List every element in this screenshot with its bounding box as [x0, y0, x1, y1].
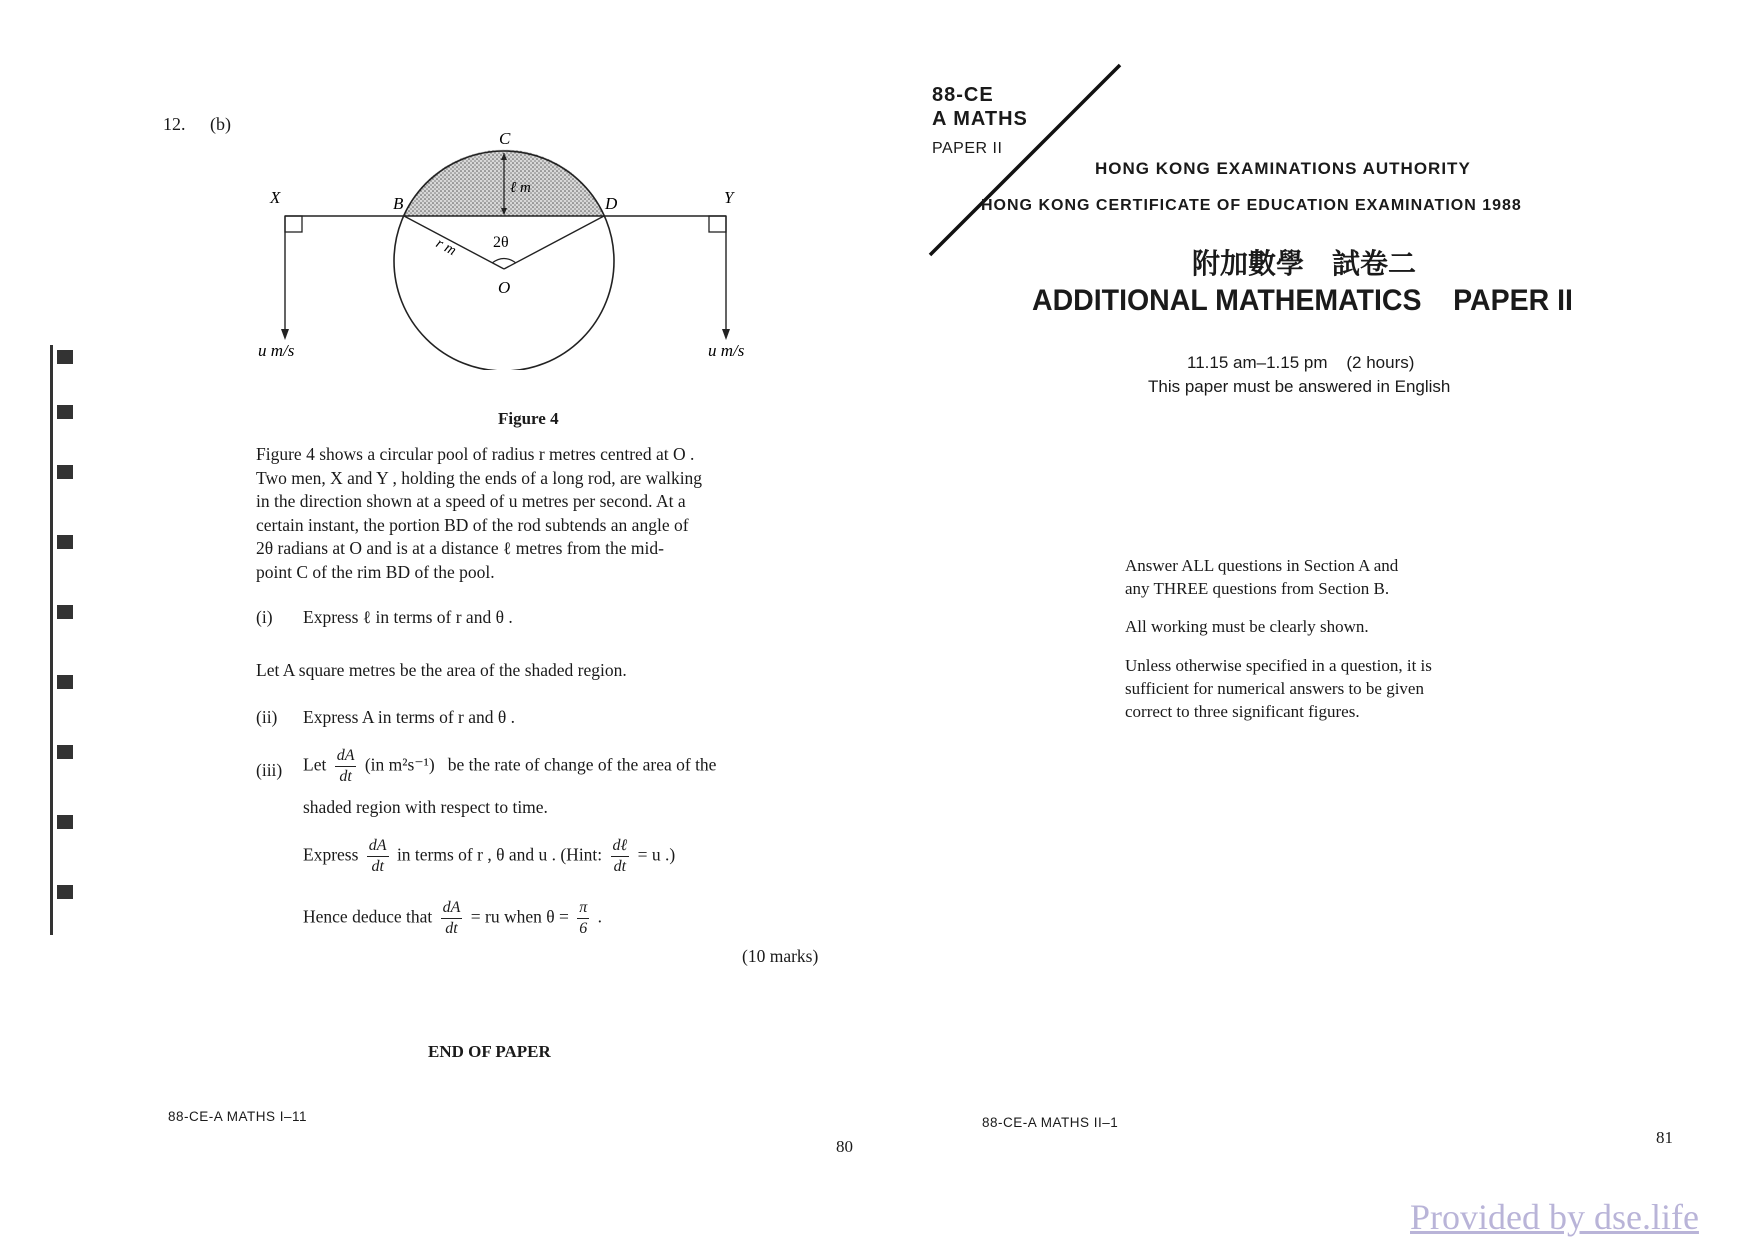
exam-time: 11.15 am–1.15 pm (2 hours): [1187, 353, 1415, 372]
label-o: O: [498, 278, 511, 297]
part-iii-number: (iii): [256, 760, 283, 780]
paper-code-line3: PAPER II: [932, 140, 1003, 157]
figure-caption: Figure 4: [498, 409, 559, 428]
paragraph-line: 2θ radians at O and is at a distance ℓ metres from the mid-: [256, 538, 664, 558]
label-x: X: [270, 188, 281, 207]
right-footer-code: 88-CE-A MATHS II–1: [982, 1115, 1119, 1130]
instruction-1: Answer ALL questions in Section A and any THREE questions from Section B.: [1125, 556, 1399, 598]
right-page-number: 81: [1656, 1128, 1673, 1147]
part-iii-line2: shaded region with respect to time.: [303, 797, 548, 817]
figure-4-diagram: [240, 130, 800, 370]
paragraph-line: in the direction shown at a speed of u metres per second. At a: [256, 491, 686, 511]
instruction-3: Unless otherwise specified in a question, it is sufficient for numerical answers to be given correct to three significant figures.: [1125, 656, 1432, 721]
label-c: C: [499, 130, 511, 148]
part-i-number: (i): [256, 607, 273, 627]
label-angle: 2θ: [493, 234, 509, 251]
paragraph-line: Two men, X and Y , holding the ends of a long rod, are walking: [256, 467, 703, 488]
exam-title: HONG KONG CERTIFICATE OF EDUCATION EXAMINATION 1988: [981, 197, 1522, 214]
label-r: r m: [433, 235, 459, 260]
label-l: ℓ m: [510, 180, 531, 196]
instruction-2: All working must be clearly shown.: [1125, 617, 1369, 636]
part-iii-hence: Hence deduce that $\frac{dA}{dt}$ = ru when θ = $\frac{\pi}{6}$ .: [303, 899, 603, 937]
left-footer-code: 88-CE-A MATHS I–11: [168, 1109, 308, 1124]
label-speed-right: u m/s: [708, 341, 745, 360]
part-iii-line1: Let $\frac{dA}{dt}$ (in m²s⁻¹) be the rate of change of the area of the: [303, 747, 717, 785]
part-i-text: Express ℓ in terms of r and θ .: [303, 607, 513, 627]
watermark-link[interactable]: Provided by dse.life: [1410, 1197, 1699, 1237]
paper-code-line2: A MATHS: [932, 108, 1028, 130]
label-b: B: [393, 194, 404, 213]
paragraph-line: certain instant, the portion BD of the rod subtends an angle of: [256, 514, 689, 535]
paper-title: ADDITIONAL MATHEMATICS PAPER II: [1032, 284, 1573, 317]
arrow-down-icon: [281, 329, 289, 340]
label-d: D: [605, 194, 618, 213]
part-ii-text: Express A in terms of r and θ .: [303, 707, 516, 727]
left-page-number: 80: [836, 1137, 853, 1156]
chinese-title: 附加數學 試卷二: [1192, 247, 1417, 280]
authority-title: HONG KONG EXAMINATIONS AUTHORITY: [1095, 159, 1471, 178]
marks-label: (10 marks): [742, 946, 819, 966]
label-y: Y: [724, 188, 734, 207]
question-paragraph: [256, 443, 856, 584]
paper-code-line1: 88-CE: [932, 84, 994, 106]
question-number: 12.: [163, 114, 186, 134]
end-of-paper: END OF PAPER: [428, 1042, 551, 1061]
binding-strip: [50, 345, 83, 935]
label-speed-left: u m/s: [258, 341, 295, 360]
paragraph-line: point C of the rim BD of the pool.: [256, 561, 495, 582]
language-note: This paper must be answered in English: [1148, 377, 1451, 396]
part-iii-express: Express $\frac{dA}{dt}$ in terms of r , θ and u . (Hint: $\frac{\text{dℓ}}{dt}$ = u .): [303, 837, 676, 875]
let-a-text: Let A square metres be the area of the shaded region.: [256, 660, 627, 680]
arrow-down-icon: [722, 329, 730, 340]
part-ii-number: (ii): [256, 707, 278, 727]
question-part: (b): [210, 114, 231, 134]
paragraph-line: Figure 4 shows a circular pool of radius r metres centred at O .: [256, 444, 695, 464]
fraction-dA-dt: $\frac{dA}{dt}$: [336, 747, 355, 785]
